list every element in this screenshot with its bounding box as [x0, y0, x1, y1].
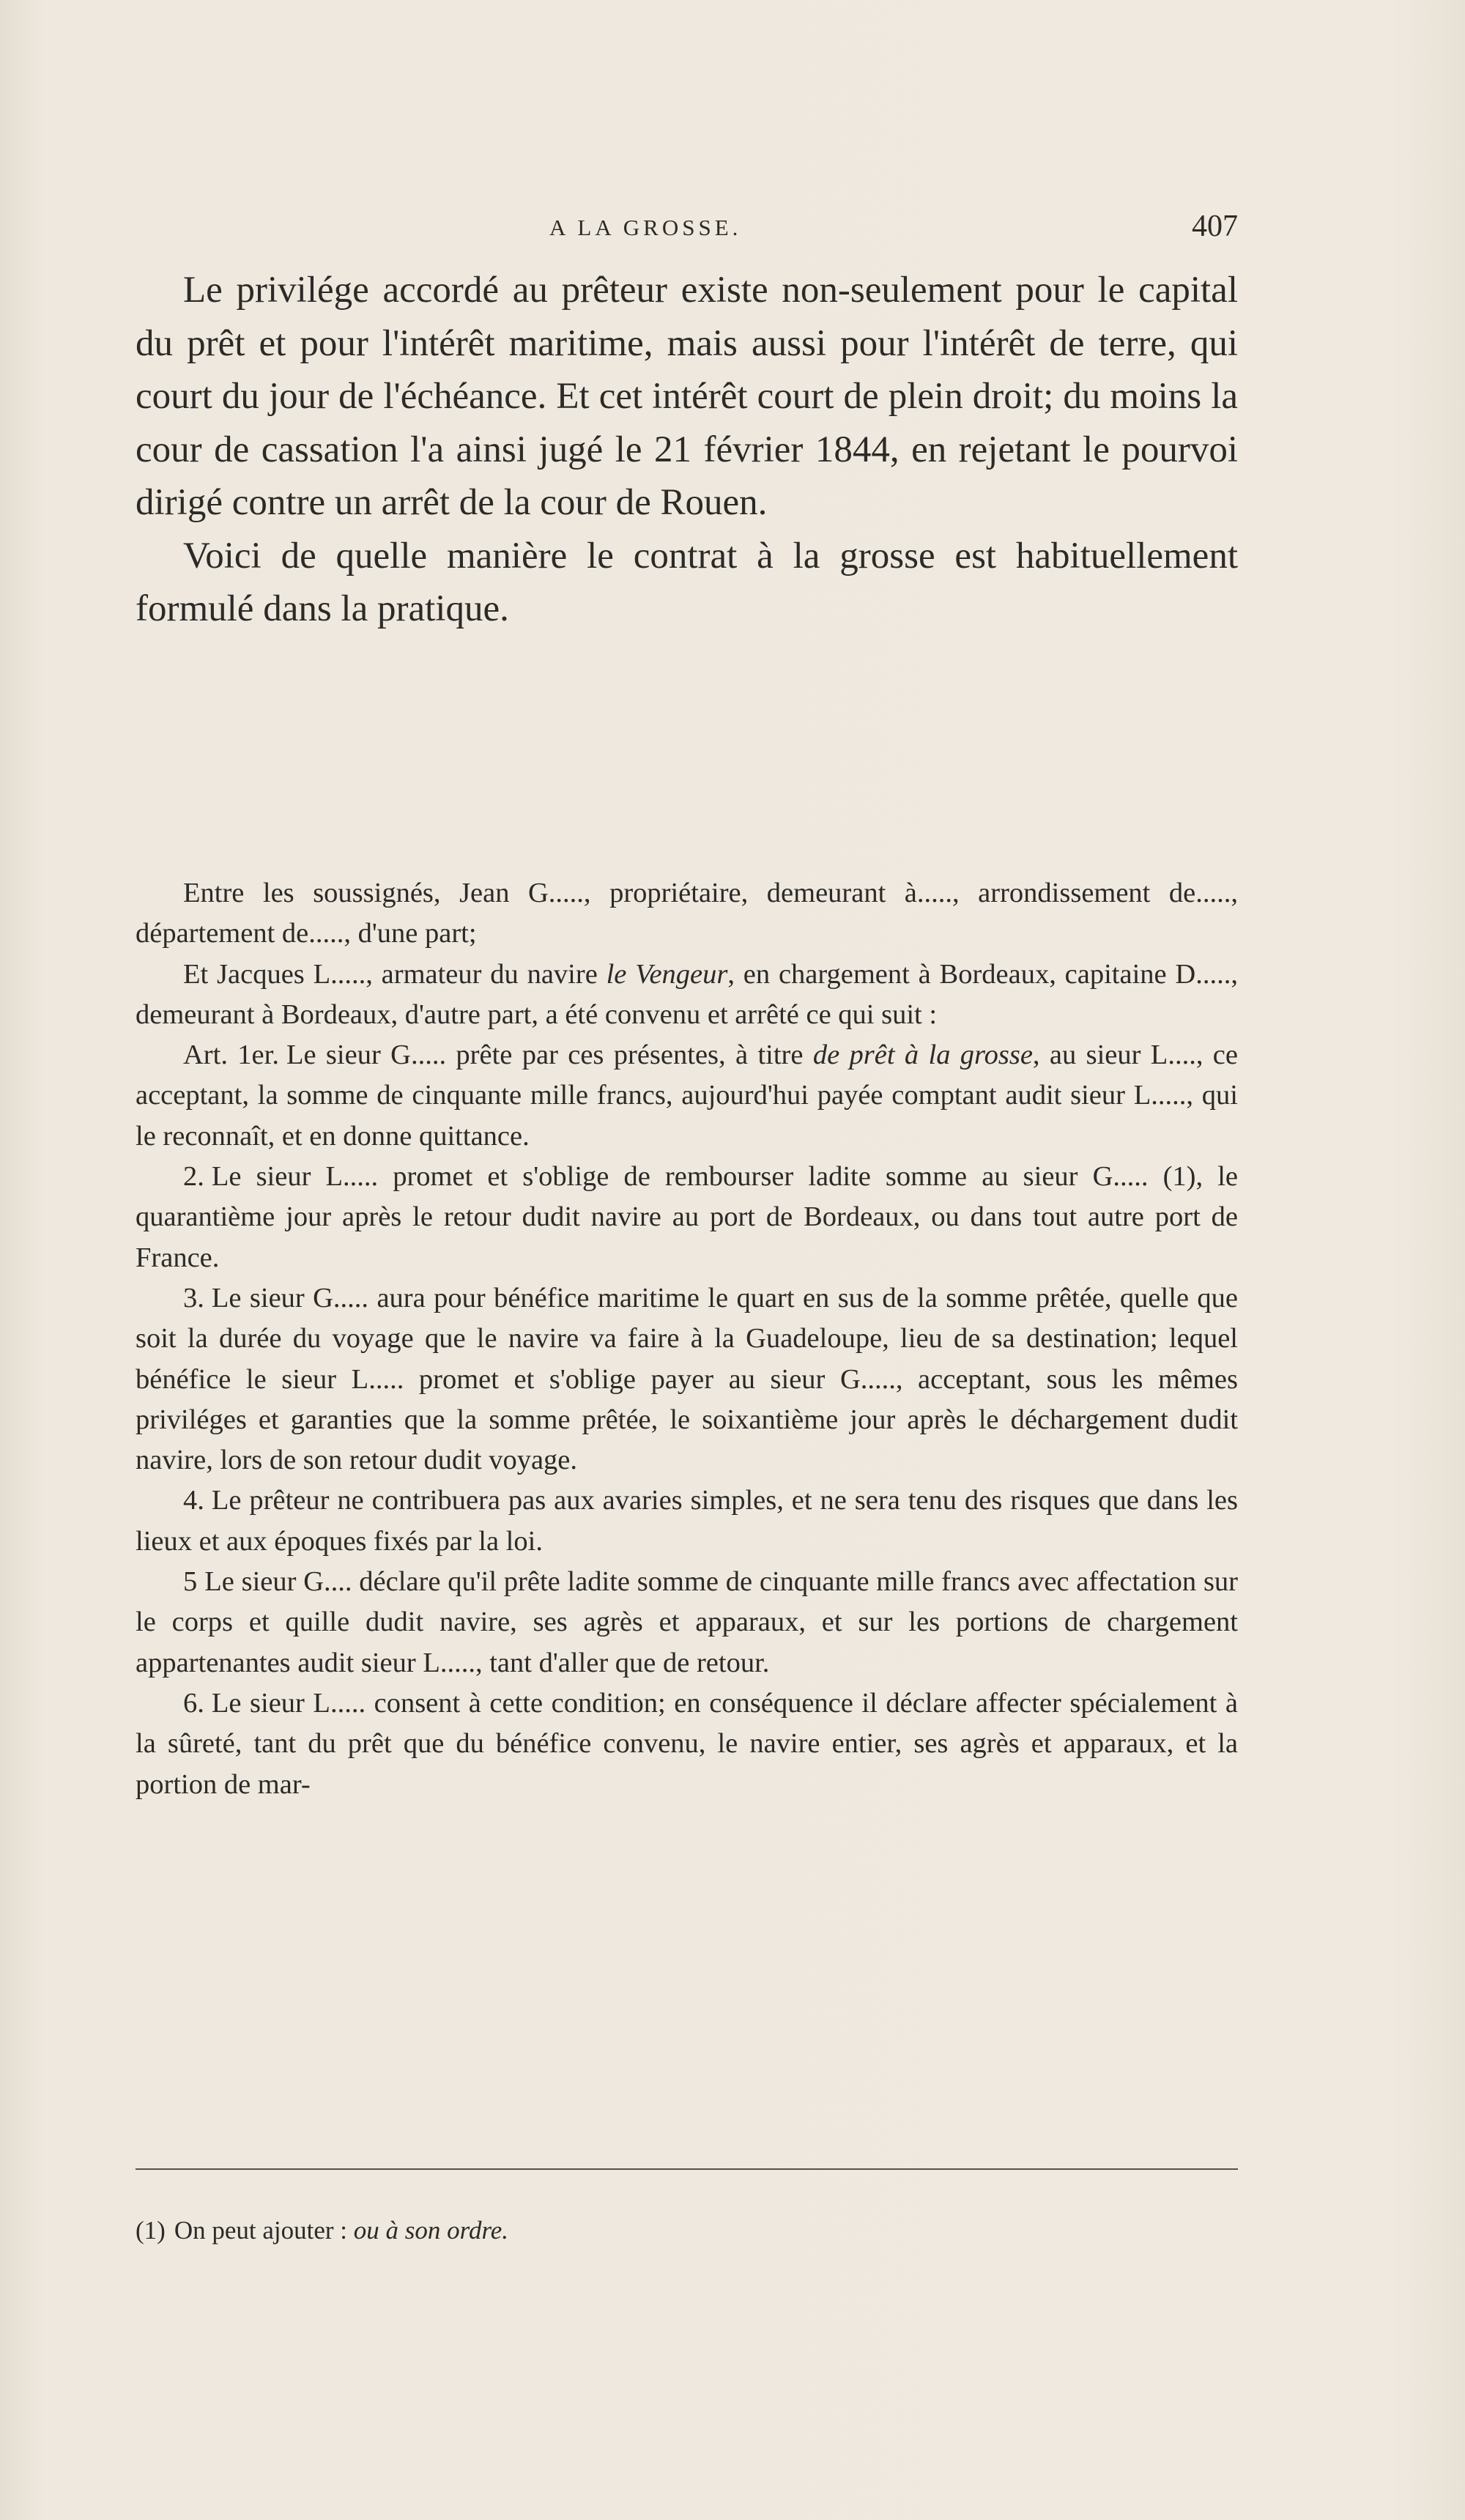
article-3-number: 3. [183, 1282, 204, 1313]
article-5 [136, 1562, 1238, 1683]
footnote-mark: (1) [136, 2216, 166, 2245]
article-6-text: Le sieur L..... consent à cette condition; en conséquence il déclare affecter spécialement à la sûreté, tant du prêt que du bénéfice convenu, le navire entier, ses agrès et apparaux, et la portion de mar- [136, 1687, 1238, 1800]
paragraph-contract-intro: Voici de quelle manière le contrat à la grosse est habituellement formulé dans la pratique. [136, 535, 1238, 629]
article-2 [136, 1157, 1238, 1278]
article-4-text: Le prêteur ne contribuera pas aux avaries simples, et ne sera tenu des risques que dans les lieux et aux époques fixés par la loi. [136, 1485, 1238, 1557]
article-1-italic: de prêt à la grosse [812, 1040, 1033, 1071]
footnote [136, 2212, 1238, 2249]
article-5-number: 5 [183, 1566, 198, 1598]
page-number: 407 [1192, 210, 1238, 243]
party2-text-b: , en chargement à Bordeaux, capitaine D....., demeurant à Bordeaux, d'autre part, a été convenu et arrêté ce qui suit : [136, 958, 1238, 1030]
ship-name: le Vengeur [606, 958, 728, 990]
article-1-label: Art. 1er. [183, 1040, 279, 1071]
article-6-number: 6. [183, 1687, 204, 1719]
article-4 [136, 1480, 1238, 1562]
contract-template [136, 873, 1238, 1805]
article-6 [136, 1683, 1238, 1805]
footnote-divider [136, 2168, 1238, 2170]
paragraph-privilege: Le privilége accordé au prêteur existe non-seulement pour le capital du prêt et pour l'intérêt maritime, mais aussi pour l'intérêt de terre, qui court du jour de l'échéance. Et cet intérêt court de plein droit; du moins la cour de cassation l'a ainsi jugé le 21 février 1844, en rejetant le pourvoi dirigé contre un arrêt de la cour de Rouen. [136, 270, 1238, 523]
article-3-text: Le sieur G..... aura pour bénéfice maritime le quart en sus de la somme prêtée, quelle que soit la durée du voyage que le navire va faire à la Guadeloupe, lieu de sa destination; lequel bénéfice le sieur L..... promet et s'oblige payer au sieur G....., acceptant, sous les mêmes priviléges et garanties que la somme prêtée, le soixantième jour après le déchargement dudit navire, lors de son retour dudit voyage. [136, 1282, 1238, 1476]
article-2-number: 2. [183, 1161, 204, 1193]
footnote-italic: ou à son ordre. [353, 2216, 509, 2245]
contract-parties-second [136, 955, 1238, 1036]
article-4-number: 4. [183, 1485, 204, 1516]
article-1-text-b: , au sieur L...., ce acceptant, la somme de cinquante mille francs, aujourd'hui payée comptant audit sieur L....., qui le reconnaît, et en donne quittance. [136, 1040, 1238, 1152]
contract-parties-first: Entre les soussignés, Jean G....., propriétaire, demeurant à....., arrondissement de....., département de....., d'une part; [136, 878, 1238, 949]
footnote-text: On peut ajouter : [174, 2216, 354, 2245]
article-2-text: Le sieur L..... promet et s'oblige de rembourser ladite somme au sieur G..... (1), le quarantième jour après le retour dudit navire au port de Bordeaux, ou dans tout autre port de France. [136, 1161, 1238, 1273]
party2-text-a: Et Jacques L....., armateur du navire [183, 958, 607, 990]
article-5-text: Le sieur G.... déclare qu'il prête ladite somme de cinquante mille francs avec affectation sur le corps et quille dudit navire, ses agrès et apparaux, et sur les portions de chargement appartenantes audit sieur L....., tant d'aller que de retour. [136, 1566, 1238, 1678]
running-title: A LA GROSSE. [549, 215, 742, 240]
page-header [136, 209, 1238, 253]
article-3 [136, 1278, 1238, 1480]
article-1-text-a: Le sieur G..... prête par ces présentes, à titre [286, 1040, 813, 1071]
main-text [136, 264, 1238, 636]
article-1 [136, 1035, 1238, 1157]
